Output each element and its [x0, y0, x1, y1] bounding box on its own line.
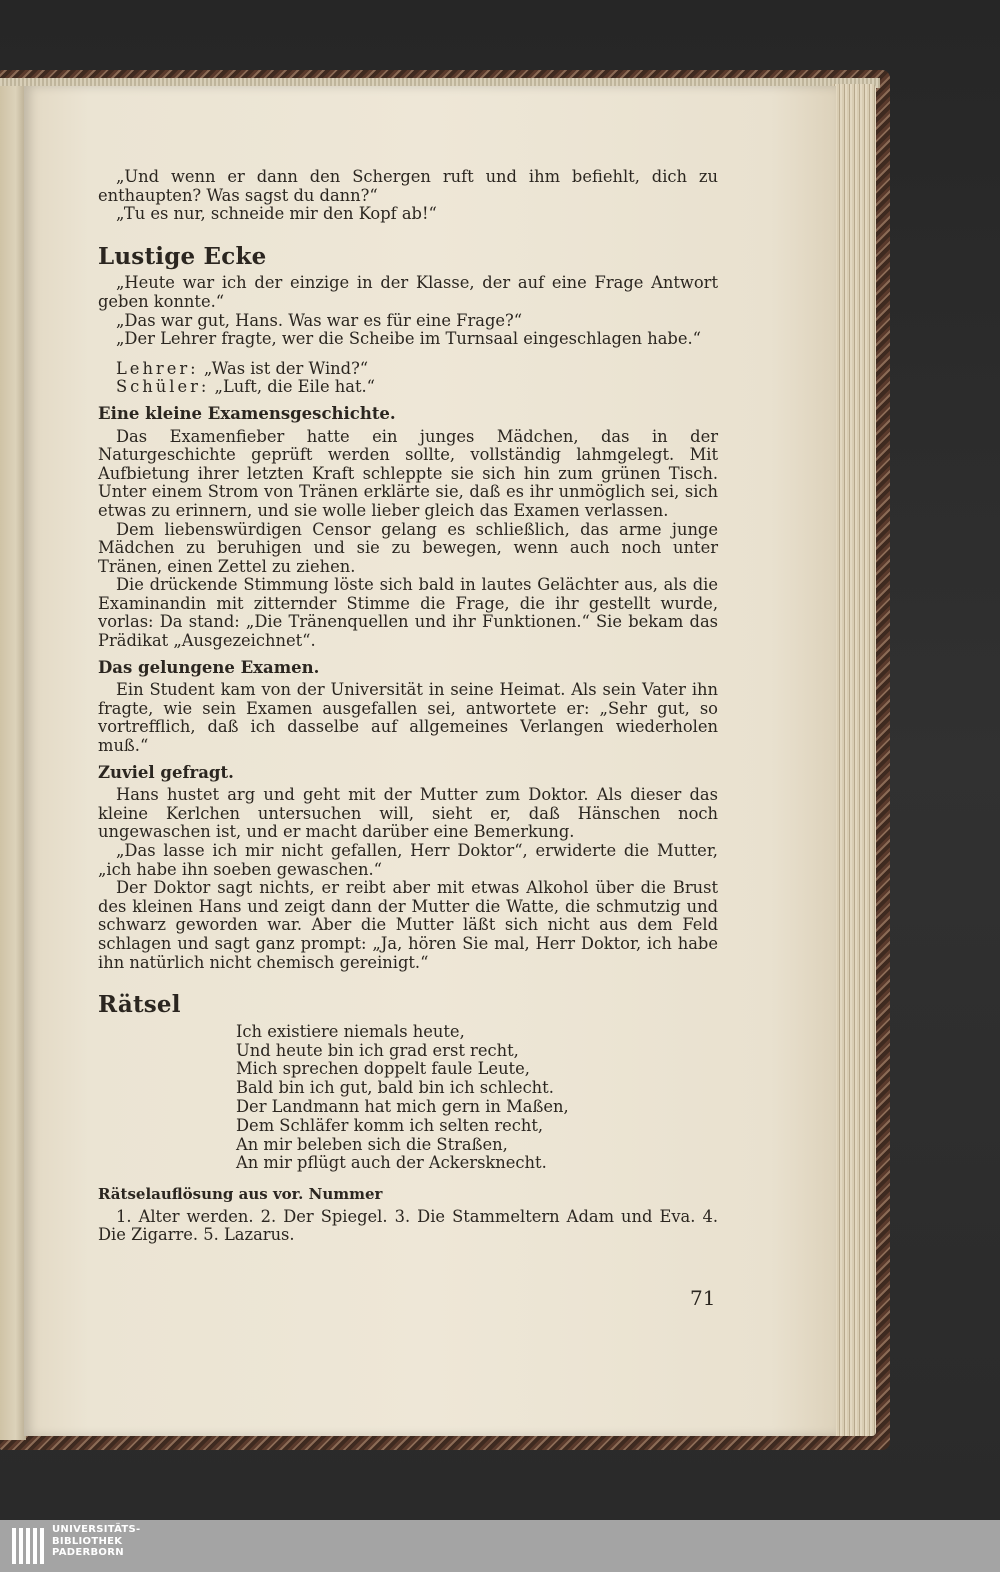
dialog-text: „Was ist der Wind?“: [203, 358, 369, 378]
story-paragraph: Der Doktor sagt nichts, er reibt aber mit etwas Alkohol über die Brust des kleinen Hans und zeigt dann der Mutter die Watte, die schmutzig und schwarz geworden war. Aber die Mutter läßt sich nicht aus dem Feld schlagen und sagt ganz prompt: „Ja, hören Sie mal, Herr Doktor, ich habe ihn natürlich nicht chemisch gereinigt.“: [98, 878, 718, 972]
section-heading-gelungene-examen: Das gelungene Examen.: [98, 657, 320, 677]
poem-line: An mir beleben sich die Straßen,: [236, 1134, 508, 1154]
story-paragraph: Dem liebenswürdigen Censor gelang es schließlich, das arme junge Mädchen zu beruhigen und sie zu bewegen, wenn auch noch unter Tränen, einen Zettel zu ziehen.: [98, 519, 718, 576]
poem-line: Dem Schläfer komm ich selten recht,: [236, 1115, 544, 1135]
dialog-line: [98, 378, 718, 397]
dialog-text: „Luft, die Eile hat.“: [214, 377, 375, 397]
joke-line: „Heute war ich der einzige in der Klasse, der auf eine Frage Antwort geben konnte.“: [98, 273, 718, 311]
story-paragraph: Die drückende Stimmung löste sich bald in lautes Gelächter aus, als die Examinandin mit zitternder Stimme die Frage, die ihr gestellt wurde, vorlas: Da stand: „Die Tränenquellen und ihr Funktionen.“ Sie bekam das Prädikat „Ausgezeichnet“.: [98, 575, 718, 651]
intro-line: „Und wenn er dann den Schergen ruft und ihm befiehlt, dich zu enthaupten? Was sagst du dann?“: [98, 167, 718, 205]
logo-line: BIBLIOTHEK: [52, 1535, 123, 1547]
story-paragraph: Das Examenfieber hatte ein junges Mädchen, das in der Naturgeschichte geprüft werden sollte, vollständig lahmgelegt. Mit Aufbietung ihrer letzten Kraft schleppte sie sich hin zum grünen Tisch. Unter einem Strom von Tränen erklärte sie, daß es ihr unmöglich sei, sich etwas zu erinnern, und sie wolle lieber gleich das Examen verlassen.: [98, 426, 718, 520]
facing-page-edge: [0, 86, 26, 1440]
section-heading-aufloesung: Rätselauflösung aus vor. Nummer: [98, 1185, 383, 1204]
poem-line: Ich existiere niemals heute,: [236, 1021, 465, 1041]
story-paragraph: „Das lasse ich mir nicht gefallen, Herr Doktor“, erwiderte die Mutter, „ich habe ihn soeben gewaschen.“: [98, 841, 718, 879]
section-heading-lustige-ecke: Lustige Ecke: [98, 242, 267, 270]
library-logo-text: [52, 1524, 141, 1559]
dialog-speaker: Lehrer:: [116, 358, 199, 378]
intro-line: „Tu es nur, schneide mir den Kopf ab!“: [116, 204, 437, 224]
logo-line: PADERBORN: [52, 1547, 124, 1558]
page-text: [98, 168, 718, 1245]
page-number: 71: [690, 1286, 716, 1310]
section-heading-zuviel-gefragt: Zuviel gefragt.: [98, 762, 234, 782]
story-paragraph: Ein Student kam von der Universität in seine Heimat. Als sein Vater ihn fragte, wie sein Examen ausgefallen sei, antwortete er: „Sehr gut, so vortrefflich, daß ich dasselbe auf allgemeines Verlangen wiederholen muß.“: [98, 680, 718, 756]
poem-line: An mir pflügt auch der Ackersknecht.: [236, 1153, 547, 1173]
section-heading-examensgeschichte: Eine kleine Examensgeschichte.: [98, 403, 396, 423]
library-footer: [0, 1520, 1000, 1572]
poem-line: Der Landmann hat mich gern in Maßen,: [236, 1096, 569, 1116]
dialog-speaker: Schüler:: [116, 377, 210, 397]
dialog-line: [98, 360, 718, 379]
joke-line: „Das war gut, Hans. Was war es für eine Frage?“: [116, 310, 523, 330]
poem-line: Und heute bin ich grad erst recht,: [236, 1040, 519, 1060]
joke-line: „Der Lehrer fragte, wer die Scheibe im Turnsaal eingeschlagen habe.“: [116, 329, 701, 349]
poem-line: Bald bin ich gut, bald bin ich schlecht.: [236, 1078, 554, 1098]
riddle-poem: [236, 1023, 718, 1173]
page-block-edges: [832, 84, 876, 1436]
library-logo-icon: [10, 1524, 48, 1568]
logo-line: UNIVERSITÄTS-: [52, 1524, 141, 1535]
poem-line: Mich sprechen doppelt faule Leute,: [236, 1059, 530, 1079]
solution-text: 1. Alter werden. 2. Der Spiegel. 3. Die Stammeltern Adam und Eva. 4. Die Zigarre. 5. Lazarus.: [98, 1206, 718, 1245]
story-paragraph: Hans hustet arg und geht mit der Mutter zum Doktor. Als dieser das kleine Kerlchen untersuchen will, sieht er, daß Hänschen noch ungewaschen ist, und er macht darüber eine Bemerkung.: [98, 785, 718, 842]
section-heading-raetsel: Rätsel: [98, 991, 181, 1019]
